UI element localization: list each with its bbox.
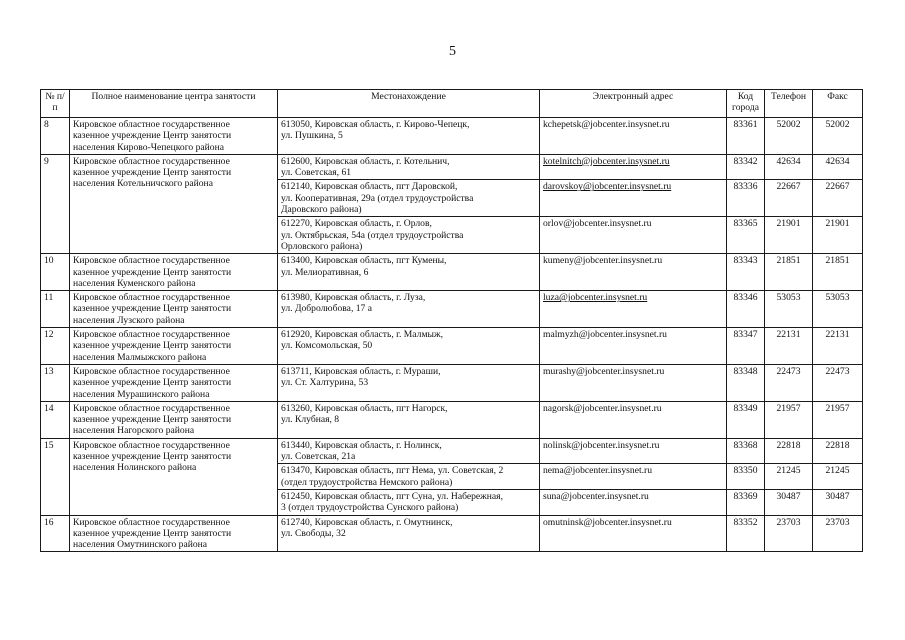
cell-email	[540, 291, 727, 328]
name-line: казенное учреждение Центр занятости	[73, 303, 232, 315]
cell-fax: 21957	[813, 401, 863, 438]
cell-email	[540, 438, 727, 464]
name-line: населения Кирово-Чепецкого района	[73, 141, 224, 153]
table-row	[41, 118, 863, 155]
header-email: Электронный адрес	[540, 90, 727, 118]
name-line: населения Нолинского района	[73, 462, 197, 474]
email-link[interactable]: murashy@jobcenter.insysnet.ru	[543, 365, 665, 377]
cell-num: 15	[41, 438, 70, 515]
name-line: Кировское областное государственное	[73, 439, 230, 451]
table-row	[41, 154, 863, 180]
cell-name	[70, 515, 278, 552]
cell-code: 83349	[727, 401, 765, 438]
name-line: Кировское областное государственное	[73, 516, 230, 528]
cell-phone: 22131	[765, 328, 813, 365]
location-line: 613980, Кировская область, г. Луза,	[281, 292, 426, 304]
cell-location	[278, 364, 540, 401]
name-line: населения Котельничского района	[73, 178, 213, 190]
name-line: казенное учреждение Центр занятости	[73, 167, 232, 179]
location-line: 613050, Кировская область, г. Кирово-Чепецк,	[281, 119, 470, 130]
location-line: ул. Кооперативная, 29а (отдел трудоустройства	[281, 192, 474, 204]
cell-phone: 42634	[765, 154, 813, 180]
name-line: казенное учреждение Центр занятости	[73, 527, 232, 539]
location-line: 612140, Кировская область, пгт Даровской,	[281, 181, 458, 193]
header-location: Местонахождение	[278, 90, 540, 118]
cell-phone: 52002	[765, 118, 813, 155]
name-line: Кировское областное государственное	[73, 255, 230, 267]
cell-fax: 42634	[813, 154, 863, 180]
cell-location	[278, 328, 540, 365]
cell-phone: 22473	[765, 364, 813, 401]
location-line: ул. Комсомольская, 50	[281, 340, 373, 352]
location-line: Орловского района)	[281, 240, 363, 252]
table-row	[41, 364, 863, 401]
name-line: казенное учреждение Центр занятости	[73, 377, 232, 389]
location-line: ул. Советская, 61	[281, 167, 352, 179]
location-line: ул. Пушкина, 5	[281, 130, 343, 142]
email-link[interactable]: malmyzh@jobcenter.insysnet.ru	[543, 329, 667, 341]
cell-location	[278, 515, 540, 552]
name-line: населения Лузского района	[73, 314, 185, 326]
location-line: 613711, Кировская область, г. Мураши,	[281, 365, 441, 377]
cell-location	[278, 401, 540, 438]
cell-email	[540, 118, 727, 155]
cell-email	[540, 489, 727, 515]
cell-name	[70, 401, 278, 438]
name-line: Кировское областное государственное	[73, 365, 230, 377]
location-line: ул. Октябрьская, 54а (отдел трудоустройства	[281, 229, 464, 241]
header-phone: Телефон	[765, 90, 813, 118]
name-line: Кировское областное государственное	[73, 329, 230, 341]
page-number: 5	[449, 44, 456, 59]
location-line: 612740, Кировская область, г. Омутнинск,	[281, 516, 453, 528]
location-line: (отдел трудоустройства Немского района)	[281, 476, 453, 488]
name-line: Кировское областное государственное	[73, 292, 230, 304]
cell-fax: 21245	[813, 464, 863, 490]
location-line: 612450, Кировская область, пгт Суна, ул. Набережная,	[281, 490, 503, 502]
name-line: Кировское областное государственное	[73, 155, 230, 167]
cell-num: 13	[41, 364, 70, 401]
cell-email	[540, 217, 727, 254]
location-line: ул. Советская, 21а	[281, 451, 356, 463]
table-row	[41, 291, 863, 328]
cell-code: 83343	[727, 254, 765, 291]
cell-fax: 22667	[813, 180, 863, 217]
name-line: населения Мурашинского района	[73, 388, 210, 400]
cell-code: 83369	[727, 489, 765, 515]
cell-location	[278, 438, 540, 464]
employment-centers-table	[40, 89, 863, 552]
cell-num: 14	[41, 401, 70, 438]
cell-location	[278, 254, 540, 291]
cell-phone: 22667	[765, 180, 813, 217]
location-line: 613260, Кировская область, пгт Нагорск,	[281, 402, 448, 414]
cell-num: 8	[41, 118, 70, 155]
cell-fax: 21901	[813, 217, 863, 254]
cell-phone: 23703	[765, 515, 813, 552]
cell-code: 83346	[727, 291, 765, 328]
header-fax: Факс	[813, 90, 863, 118]
cell-email	[540, 464, 727, 490]
location-line: 613440, Кировская область, г. Нолинск,	[281, 439, 442, 451]
cell-phone: 21245	[765, 464, 813, 490]
cell-fax: 22131	[813, 328, 863, 365]
cell-location	[278, 180, 540, 217]
header-code: Код города	[727, 90, 765, 118]
cell-email	[540, 254, 727, 291]
cell-name	[70, 364, 278, 401]
cell-code: 83342	[727, 154, 765, 180]
cell-phone: 22818	[765, 438, 813, 464]
cell-num: 11	[41, 291, 70, 328]
email-link[interactable]: kumeny@jobcenter.insysnet.ru	[543, 255, 663, 267]
cell-fax: 30487	[813, 489, 863, 515]
name-line: населения Нагорского района	[73, 425, 195, 437]
cell-code: 83336	[727, 180, 765, 217]
location-line: Даровского района)	[281, 204, 362, 216]
location-line: 613400, Кировская область, пгт Кумены,	[281, 255, 447, 267]
cell-name	[70, 154, 278, 253]
cell-code: 83352	[727, 515, 765, 552]
email-link[interactable]: darovskoy@jobcenter.insysnet.ru	[543, 181, 672, 193]
name-line: Кировское областное государственное	[73, 119, 230, 130]
cell-location	[278, 464, 540, 490]
cell-email	[540, 364, 727, 401]
cell-code: 83350	[727, 464, 765, 490]
email-link[interactable]: orlov@jobcenter.insysnet.ru	[543, 218, 652, 230]
cell-code: 83368	[727, 438, 765, 464]
email-link[interactable]: nema@jobcenter.insysnet.ru	[543, 465, 653, 477]
email-link[interactable]: nolinsk@jobcenter.insysnet.ru	[543, 439, 660, 451]
cell-location	[278, 118, 540, 155]
cell-location	[278, 291, 540, 328]
location-line: 612920, Кировская область, г. Малмыж,	[281, 329, 443, 341]
location-line: ул. Ст. Халтурина, 53	[281, 377, 369, 389]
cell-num: 9	[41, 154, 70, 253]
cell-email	[540, 180, 727, 217]
email-link[interactable]: luza@jobcenter.insysnet.ru	[543, 292, 648, 304]
location-line: ул. Свободы, 32	[281, 527, 346, 539]
cell-fax: 21851	[813, 254, 863, 291]
cell-location	[278, 489, 540, 515]
cell-name	[70, 328, 278, 365]
table-row	[41, 438, 863, 464]
name-line: населения Омутнинского района	[73, 539, 208, 551]
cell-name	[70, 291, 278, 328]
cell-fax: 52002	[813, 118, 863, 155]
name-line: казенное учреждение Центр занятости	[73, 451, 232, 463]
cell-code: 83365	[727, 217, 765, 254]
cell-fax: 22818	[813, 438, 863, 464]
cell-num: 12	[41, 328, 70, 365]
location-line: 612270, Кировская область, г. Орлов,	[281, 218, 432, 230]
location-line: ул. Добролюбова, 17 а	[281, 303, 372, 315]
name-line: Кировское областное государственное	[73, 402, 230, 414]
name-line: казенное учреждение Центр занятости	[73, 266, 232, 278]
email-link[interactable]: suna@jobcenter.insysnet.ru	[543, 490, 649, 502]
cell-fax: 23703	[813, 515, 863, 552]
location-line: 3 (отдел трудоустройства Сунского района)	[281, 502, 459, 514]
table-body	[41, 118, 863, 552]
location-line: 613470, Кировская область, пгт Нема, ул. Советская, 2	[281, 465, 504, 477]
cell-phone: 21901	[765, 217, 813, 254]
cell-num: 16	[41, 515, 70, 552]
table-header-row	[41, 90, 863, 118]
cell-phone: 21851	[765, 254, 813, 291]
cell-fax: 53053	[813, 291, 863, 328]
email-link[interactable]: omutninsk@jobcenter.insysnet.ru	[543, 516, 672, 528]
location-line: ул. Клубная, 8	[281, 414, 340, 426]
cell-location	[278, 217, 540, 254]
cell-name	[70, 254, 278, 291]
cell-code: 83361	[727, 118, 765, 155]
location-line: 612600, Кировская область, г. Котельнич,	[281, 155, 450, 167]
cell-phone: 53053	[765, 291, 813, 328]
name-line: населения Малмыжского района	[73, 351, 207, 363]
name-line: казенное учреждение Центр занятости	[73, 414, 232, 426]
cell-email	[540, 515, 727, 552]
table-row	[41, 401, 863, 438]
email-link[interactable]: nagorsk@jobcenter.insysnet.ru	[543, 402, 662, 414]
cell-email	[540, 401, 727, 438]
header-num: № п/п	[41, 90, 70, 118]
cell-name	[70, 118, 278, 155]
cell-code: 83348	[727, 364, 765, 401]
cell-name	[70, 438, 278, 515]
header-name: Полное наименование центра занятости	[70, 90, 278, 118]
name-line: казенное учреждение Центр занятости	[73, 340, 232, 352]
cell-phone: 30487	[765, 489, 813, 515]
cell-code: 83347	[727, 328, 765, 365]
cell-phone: 21957	[765, 401, 813, 438]
name-line: населения Куменского района	[73, 277, 196, 289]
location-line: ул. Мелиоративная, 6	[281, 266, 369, 278]
table-row	[41, 254, 863, 291]
cell-email	[540, 154, 727, 180]
cell-location	[278, 154, 540, 180]
email-link[interactable]: kchepetsk@jobcenter.insysnet.ru	[543, 119, 670, 130]
cell-fax: 22473	[813, 364, 863, 401]
table-row	[41, 515, 863, 552]
table-row	[41, 328, 863, 365]
email-link[interactable]: kotelnitch@jobcenter.insysnet.ru	[543, 155, 670, 167]
name-line: казенное учреждение Центр занятости	[73, 130, 232, 142]
cell-email	[540, 328, 727, 365]
cell-num: 10	[41, 254, 70, 291]
